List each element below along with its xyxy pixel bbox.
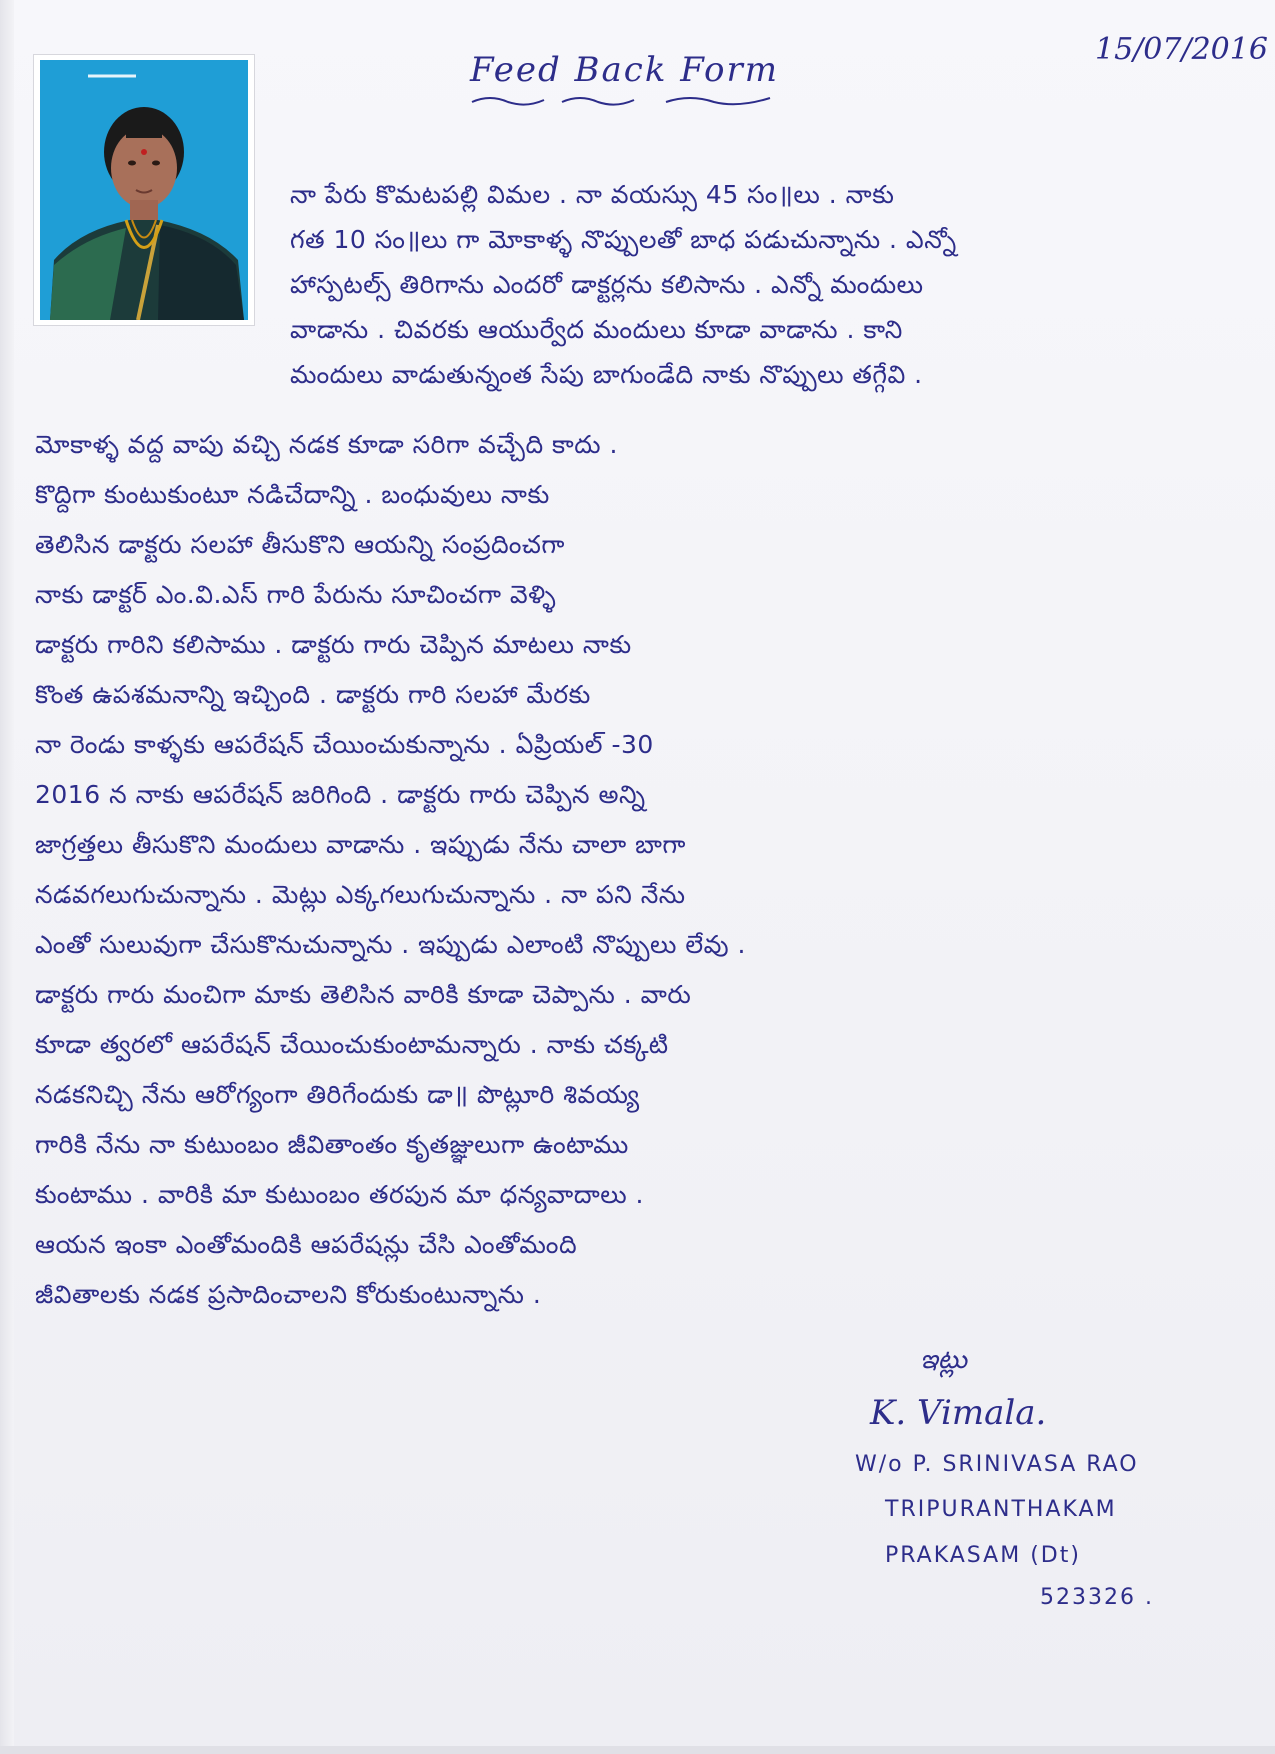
- scan-edge-bottom: [0, 1746, 1275, 1754]
- address-line: PRAKASAM (Dt): [885, 1543, 1081, 1568]
- letter-line: తెలిసిన డాక్టరు సలహా తీసుకొని ఆయన్ని సంప్రదించగా: [35, 530, 565, 559]
- letter-line: జాగ్రత్తలు తీసుకొని మందులు వాడాను . ఇప్పుడు నేను చాలా బాగా: [35, 830, 686, 859]
- letter-line: కొంత ఉపశమనాన్ని ఇచ్చింది . డాక్టరు గారి సలహా మేరకు: [35, 680, 591, 709]
- letter-line: వాడాను . చివరకు ఆయుర్వేద మందులు కూడా వాడాను . కాని: [290, 315, 903, 344]
- letter-line: నడవగలుగుచున్నాను . మెట్లు ఎక్కగలుగుచున్నాను . నా పని నేను: [35, 880, 686, 909]
- letter-line: కొద్దిగా కుంటుకుంటూ నడిచేదాన్ని . బంధువులు నాకు: [35, 480, 550, 509]
- letter-line: డాక్టరు గారు మంచిగా మాకు తెలిసిన వారికి కూడా చెప్పాను . వారు: [35, 980, 692, 1009]
- passport-photo-frame: [34, 55, 254, 325]
- letter-line: కుంటాము . వారికి మా కుటుంబం తరపున మా ధన్యవాదాలు .: [35, 1180, 644, 1209]
- letter-line: మోకాళ్ళ వద్ద వాపు వచ్చి నడక కూడా సరిగా వచ్చేది కాదు .: [35, 430, 618, 459]
- letter-line: డాక్టరు గారిని కలిసాము . డాక్టరు గారు చెప్పిన మాటలు నాకు: [35, 630, 632, 659]
- letter-line: గత 10 సం॥లు గా మోకాళ్ళ నొప్పులతో బాధ పడుచున్నాను . ఎన్నో: [290, 225, 957, 254]
- letter-line: జీవితాలకు నడక ప్రసాదించాలని కోరుకుంటున్నాను .: [35, 1280, 542, 1309]
- closing-word: ఇట్లు: [920, 1345, 967, 1375]
- address-line: W/o P. SRINIVASA RAO: [855, 1452, 1139, 1477]
- address-line: TRIPURANTHAKAM: [885, 1497, 1117, 1522]
- letter-line: 2016 న నాకు ఆపరేషన్ జరిగింది . డాక్టరు గారు చెప్పిన అన్ని: [35, 780, 646, 809]
- signature-name: K. Vimala.: [870, 1393, 1047, 1433]
- form-date: 15/07/2016: [1095, 32, 1268, 67]
- title-underline: [470, 92, 800, 108]
- letter-line: ఆయన ఇంకా ఎంతోమందికి ఆపరేషన్లు చేసి ఎంతోమంది: [35, 1230, 578, 1259]
- letter-line: నా రెండు కాళ్ళకు ఆపరేషన్ చేయించుకున్నాను . ఏప్రియల్ -30: [35, 730, 654, 759]
- portrait-image: [40, 60, 248, 320]
- scan-edge-left: [0, 0, 14, 1754]
- passport-photo: [40, 60, 248, 320]
- letter-line: నాకు డాక్టర్ ఎం.వి.ఎస్ గారి పేరును సూచించగా వెళ్ళి: [35, 580, 557, 609]
- address-line: 523326 .: [1040, 1585, 1154, 1610]
- letter-line: నడకనిచ్చి నేను ఆరోగ్యంగా తిరిగేందుకు డా॥ పొట్లూరి శివయ్య: [35, 1080, 640, 1109]
- letter-line: కూడా త్వరలో ఆపరేషన్ చేయించుకుంటామన్నారు . నాకు చక్కటి: [35, 1030, 669, 1059]
- letter-line: నా పేరు కొమటపల్లి విమల . నా వయస్సు 45 సం॥లు . నాకు: [290, 180, 895, 209]
- letter-line: ఎంతో సులువుగా చేసుకొనుచున్నాను . ఇప్పుడు ఎలాంటి నొప్పులు లేవు .: [35, 930, 746, 959]
- letter-line: మందులు వాడుతున్నంత సేపు బాగుండేది నాకు నొప్పులు తగ్గేవి .: [290, 360, 923, 389]
- form-title: Feed Back Form: [470, 50, 779, 90]
- letter-line: హాస్పటల్స్ తిరిగాను ఎందరో డాక్టర్లను కలిసాను . ఎన్నో మందులు: [290, 270, 924, 299]
- letter-line: గారికి నేను నా కుటుంబం జీవితాంతం కృతజ్ఞులుగా ఉంటాము: [35, 1130, 629, 1159]
